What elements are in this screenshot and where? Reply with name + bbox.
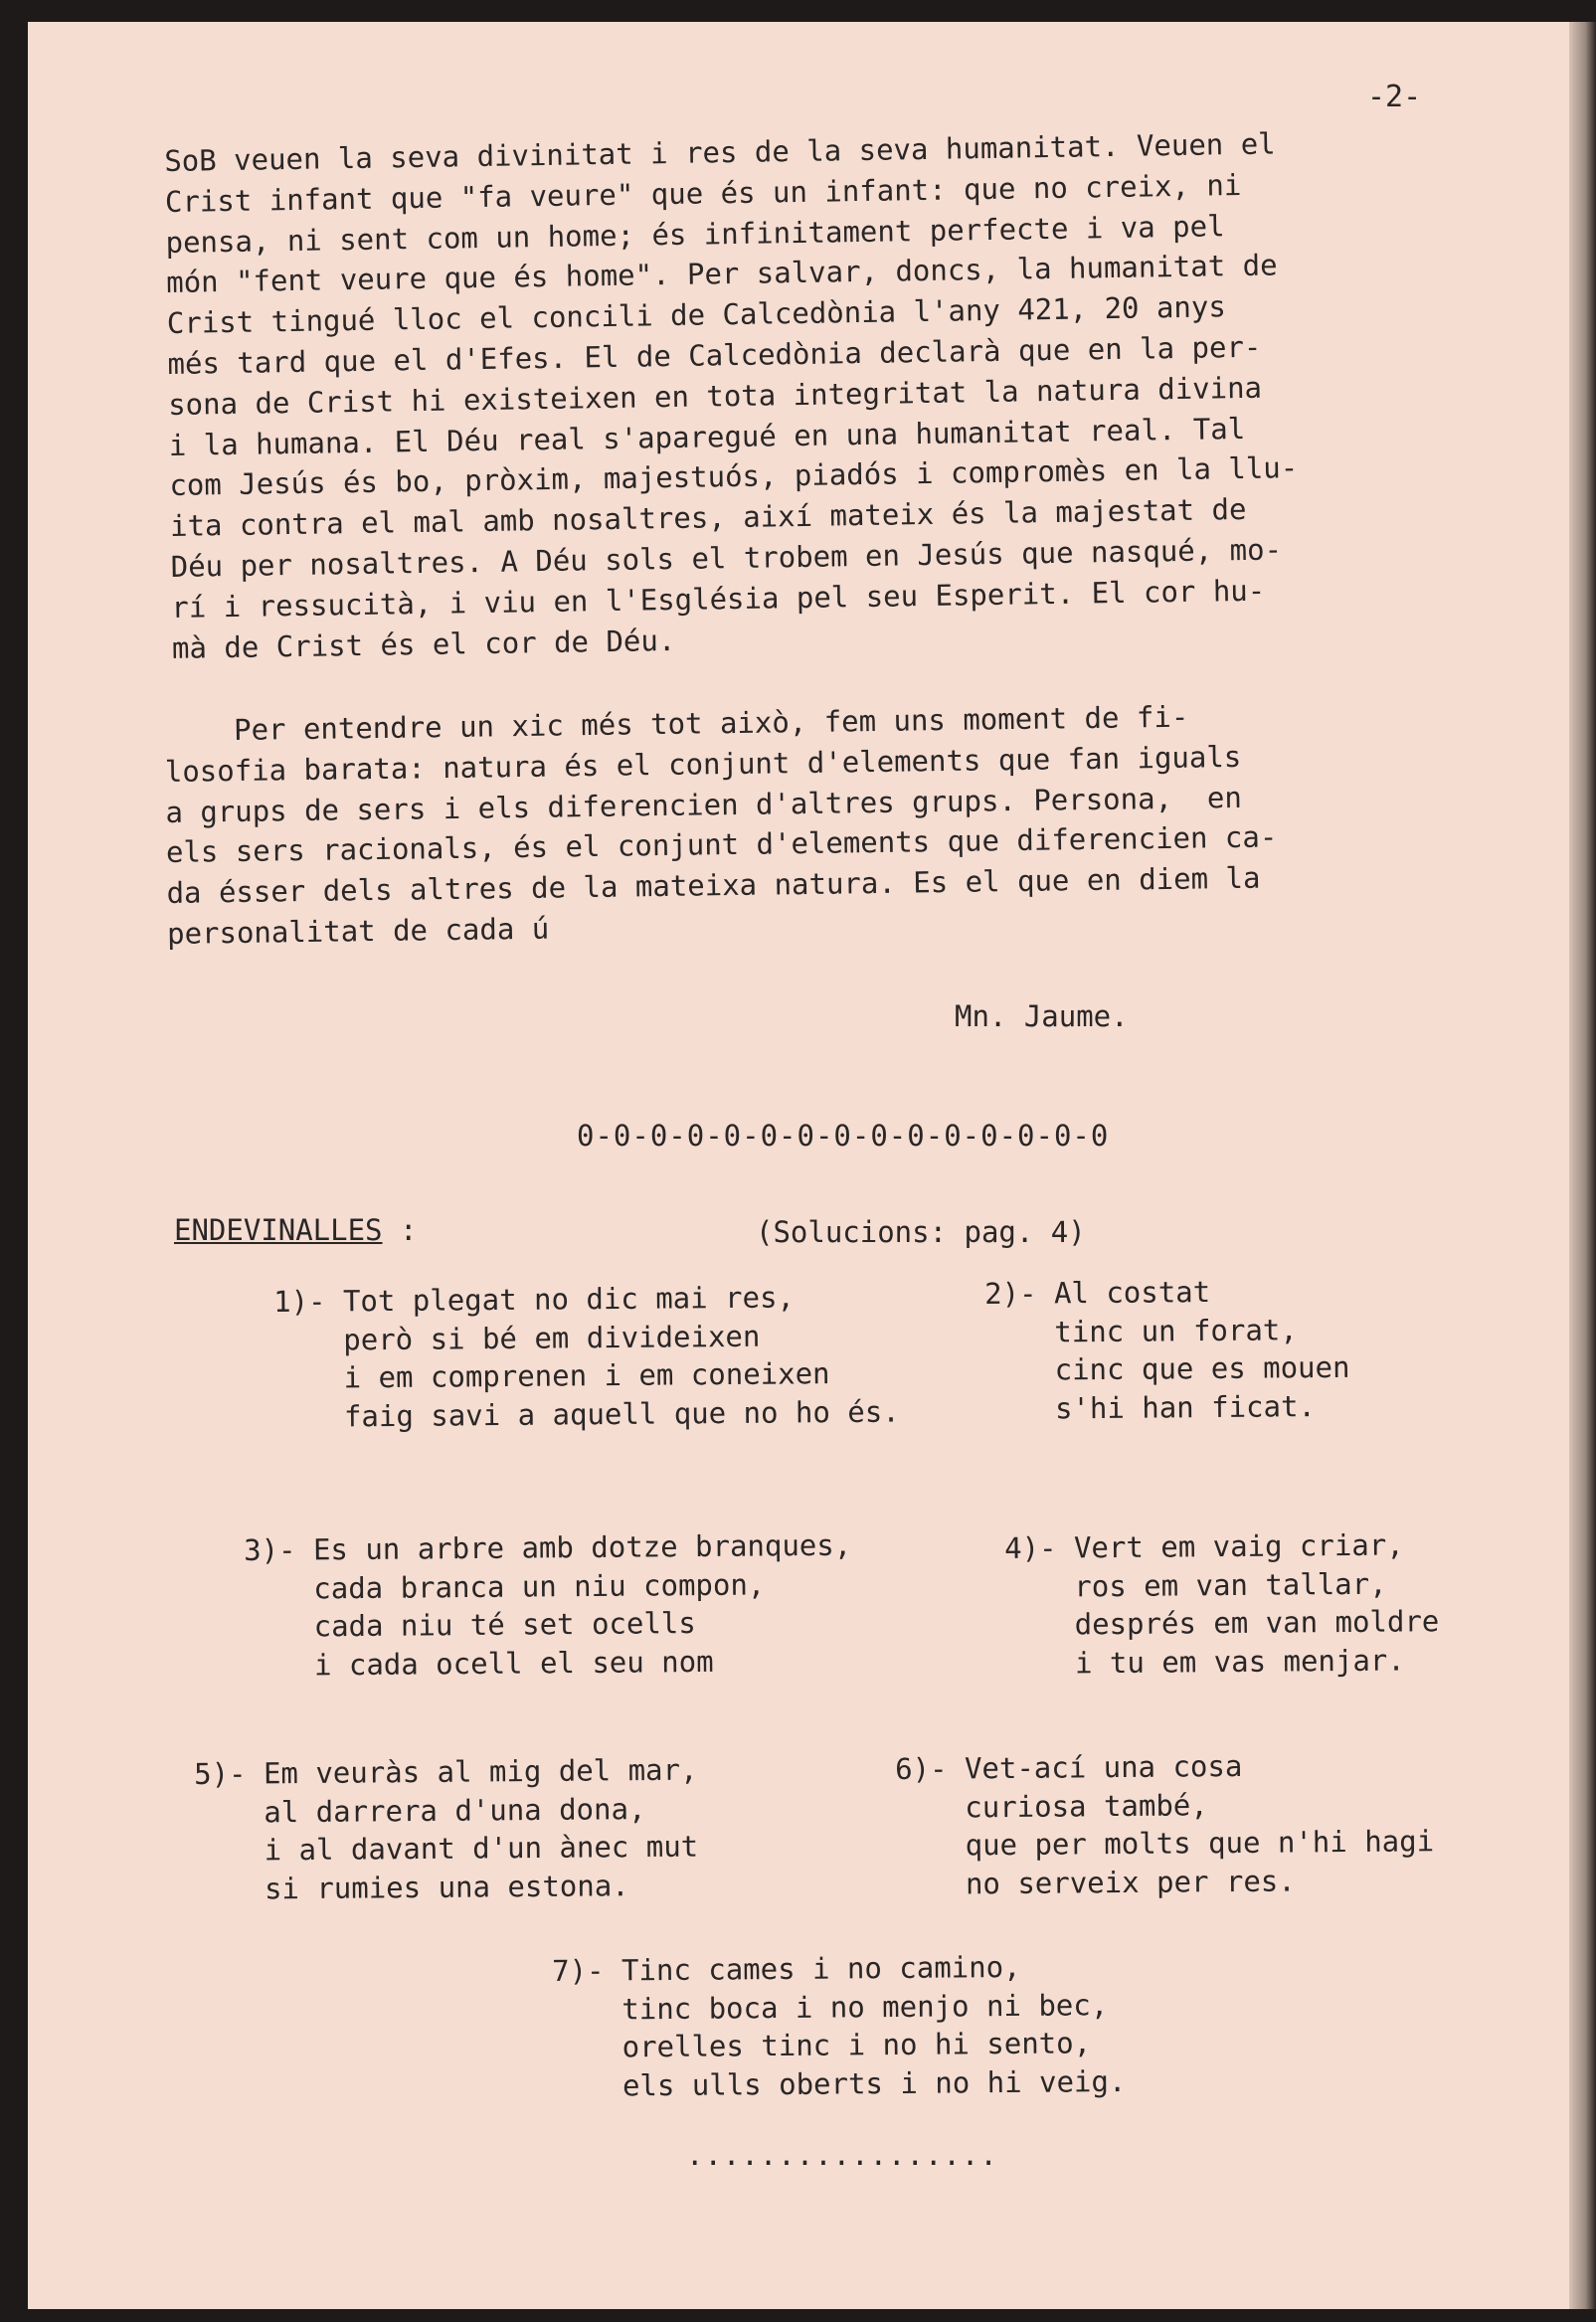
- paragraph-philosophy: Per entendre un xic més tot això, fem uns moment de fi- losofia barata: natura és el conjunt d'elements que fan iguals a grups de sers i els diferencien d'altres grups. Persona, en els sers racionals, és el conjunt d'elements que diferencien ca- da ésser dels altres de la mateixa natura. Es el que en diem la personalitat de cada ú: [164, 699, 1278, 951]
- closing-dotted-line: .................: [686, 2138, 998, 2172]
- riddle-5: 5)- Em veuràs al mig del mar, al darrera d'una dona, i al davant d'un ànec mut si rumies una estona.: [194, 1752, 699, 1906]
- author-signature: Mn. Jaume.: [955, 999, 1129, 1033]
- riddle-1: 1)- Tot plegat no dic mai res, però si bé em divideixen i em comprenen i em coneixen faig savi a aquell que no ho és.: [273, 1280, 900, 1434]
- riddles-title: ENDEVINALLES: [174, 1213, 383, 1247]
- riddle-3: 3)- Es un arbre amb dotze branques, cada branca un niu compon, cada niu té set ocells i cada ocell el seu nom: [244, 1527, 852, 1683]
- solutions-note: (Solucions: pag. 4): [756, 1215, 1086, 1249]
- section-separator: 0-0-0-0-0-0-0-0-0-0-0-0-0-0-0: [577, 1119, 1110, 1153]
- riddles-colon: :: [399, 1213, 418, 1247]
- riddle-7: 7)- Tinc cames i no camino, tinc boca i no menjo ni bec, orelles tinc i no hi sento, els ulls oberts i no hi veig.: [552, 1949, 1127, 2103]
- page-number: -2-: [1367, 80, 1422, 114]
- paragraph-christology: SoB veuen la seva divinitat i res de la seva humanitat. Veuen el Crist infant que "fa veure" que és un infant: que no creix, ni pensa, ni sent com un home; és infinitament perfecte i va pel món "fent veure que és home". Per salvar, doncs, la humanitat de Crist tingué lloc el concili de Calcedònia l'any 421, 20 anys més tard que el d'Efes. El de Calcedònia declarà que en la per- sona de Crist hi existeixen en tota integritat la natura divina i la humana. El Déu real s'aparegué en una humanitat real. Tal com Jesús és bo, pròxim, majestuós, piadós i compromès en la llu- ita contra el mal amb nosaltres, així mateix és la majestat de Déu per nosaltres. A Déu sols el trobem en Jesús que nasqué, mo- rí i ressucità, i viu en l'Església pel seu Esperit. El cor hu- mà de Crist és el cor de Déu.: [164, 126, 1299, 665]
- binding-edge: [1569, 22, 1596, 2309]
- riddle-6: 6)- Vet-ací una cosa curiosa també, que per molts que n'hi hagi no serveix per res.: [895, 1748, 1435, 1901]
- riddles-heading: [174, 1213, 417, 1247]
- riddle-2: 2)- Al costat tinc un forat, cinc que es mouen s'hi han ficat.: [984, 1275, 1350, 1426]
- riddle-4: 4)- Vert em vaig criar, ros em van tallar, després em van moldre i tu em vas menjar.: [1004, 1527, 1440, 1681]
